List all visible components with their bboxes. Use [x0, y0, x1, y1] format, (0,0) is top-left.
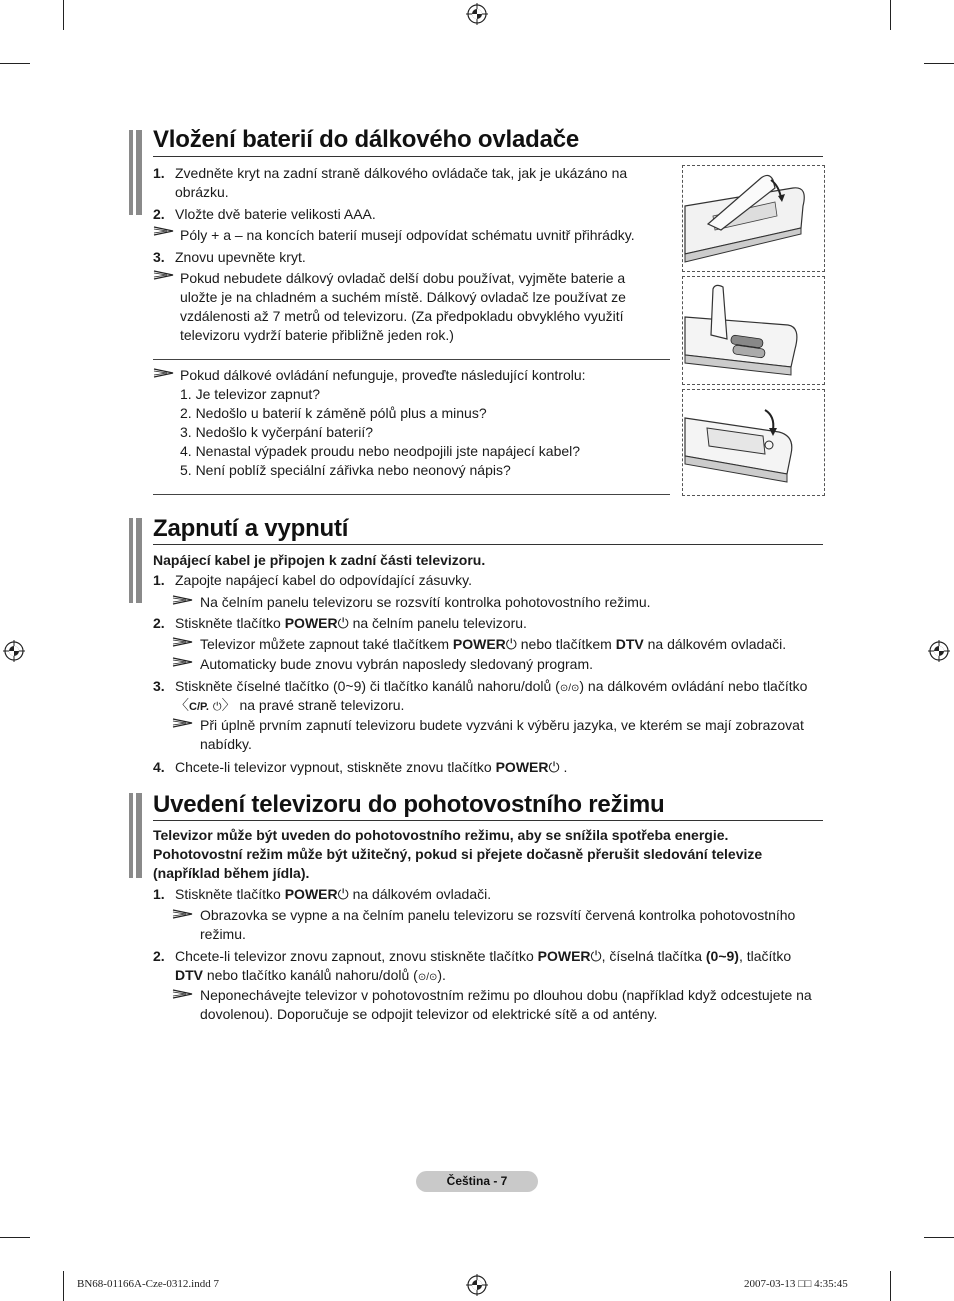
step-number: 1.	[153, 572, 165, 588]
footer-filename: BN68-01166A-Cze-0312.indd 7	[77, 1278, 219, 1290]
power-icon: ⏻	[505, 636, 517, 652]
registration-mark-icon	[928, 640, 950, 662]
text-line: dovolenou). Doporučuje se odpojit televizor od elektrické sítě a od antény.	[200, 1006, 658, 1022]
text-line: Zvedněte kryt na zadní straně dálkového ovládače tak, jak je ukázáno na	[175, 165, 628, 181]
step-number: 3.	[153, 678, 165, 694]
text-line: DTV nebo tlačítko kanálů nahoru/dolů (⊙/⊙).	[175, 967, 446, 983]
channel-up-down-icon: ⊙/⊙	[559, 683, 580, 694]
section-rule	[153, 820, 823, 821]
step-number: 4.	[153, 759, 165, 775]
text-line: Obrazovka se vypne a na čelním panelu televizoru se rozsvítí červená kontrolka pohotovostního	[200, 907, 796, 923]
text-line: 〈C/P. ⏻〉 na pravé straně televizoru.	[175, 697, 405, 713]
power-label: POWER	[452, 636, 506, 652]
text-line: Neponechávejte televizor v pohotovostním režimu po dlouhou dobu (například když odcestujete na	[200, 987, 812, 1003]
note-arrow-icon	[153, 226, 175, 236]
note-arrow-icon	[153, 368, 175, 378]
crop-mark	[890, 0, 891, 30]
crop-mark	[63, 1271, 64, 1301]
text-line: Stiskněte číselné tlačítko (0~9) či tlačítko kanálů nahoru/dolů (⊙/⊙) na dálkovém ovládání nebo tlačítko	[175, 678, 808, 694]
text-line: Automaticky bude znovu vybrán naposledy sledovaný program.	[200, 656, 593, 672]
registration-mark-icon	[466, 3, 488, 25]
illustration-insert-batteries	[682, 276, 825, 385]
step-number: 1.	[153, 886, 165, 902]
power-label: POWER	[284, 615, 338, 631]
power-icon: ⏻	[337, 615, 349, 631]
page-number-badge: Čeština - 7	[416, 1171, 538, 1192]
chevron-left-icon: 〈	[175, 697, 189, 713]
divider	[153, 359, 670, 360]
step-number: 2.	[153, 948, 165, 964]
note-arrow-icon	[172, 718, 194, 728]
text-line: Vložte dvě baterie velikosti AAA.	[175, 206, 376, 222]
illustration-close-cover	[682, 389, 825, 496]
section-rule	[153, 544, 823, 545]
text-line: 1. Je televizor zapnut?	[180, 386, 321, 402]
power-label: POWER	[495, 759, 549, 775]
note-arrow-icon	[172, 595, 194, 605]
text-line: Pokud nebudete dálkový ovladač delší dobu používat, vyjměte baterie a	[180, 270, 626, 286]
text-line: 4. Nenastal výpadek proudu nebo neodpojili jste napájecí kabel?	[180, 443, 581, 459]
text-line: 2. Nedošlo u baterií k záměně pólů plus a minus?	[180, 405, 487, 421]
text-line: Pokud dálkové ovládání nefunguje, proveďte následující kontrolu:	[180, 367, 586, 383]
text-line: Chcete-li televizor vypnout, stiskněte znovu tlačítko POWER⏻ .	[175, 759, 568, 775]
power-icon: ⏻	[212, 701, 222, 713]
note-arrow-icon	[172, 657, 194, 667]
text-line: 5. Není poblíž speciální zářivka nebo neonový nápis?	[180, 462, 511, 478]
text-line: Stiskněte tlačítko POWER⏻ na čelním panelu televizoru.	[175, 615, 527, 631]
note-arrow-icon	[172, 909, 194, 919]
section-marker	[129, 793, 142, 878]
registration-mark-icon	[466, 1274, 488, 1296]
power-icon: ⏻	[548, 759, 560, 775]
chevron-right-icon: 〉	[221, 697, 236, 713]
section-marker	[129, 130, 142, 215]
step-number: 2.	[153, 206, 165, 222]
section-title-standby: Uvedení televizoru do pohotovostního režimu	[153, 791, 665, 818]
power-icon: ⏻	[337, 886, 349, 902]
power-label: POWER	[284, 886, 338, 902]
footer-timestamp: 2007-03-13 □□ 4:35:45	[744, 1278, 848, 1290]
cp-label: C/P.	[189, 701, 209, 713]
step-number: 2.	[153, 615, 165, 631]
text-line: Póly + a – na koncích baterií musejí odpovídat schématu uvnitř přihrádky.	[180, 227, 635, 243]
text-line: nabídky.	[200, 736, 252, 752]
section-rule	[153, 156, 823, 157]
text-line: Chcete-li televizor znovu zapnout, znovu stiskněte tlačítko POWER⏻, číselná tlačítka (0~9), tlačítko	[175, 948, 792, 964]
dtv-label: DTV	[175, 967, 203, 983]
channel-up-down-icon: ⊙/⊙	[417, 972, 438, 983]
text-line: Při úplně prvním zapnutí televizoru budete vyzváni k výběru jazyka, ve kterém se mají zobrazovat	[200, 717, 804, 733]
text-line: Televizor můžete zapnout také tlačítkem POWER⏻ nebo tlačítkem DTV na dálkovém ovladači.	[200, 636, 787, 652]
text-line: vzdálenosti až 7 metrů od televizoru. (Za předpokladu obvyklého využití	[180, 308, 624, 324]
power-label: POWER	[537, 948, 591, 964]
crop-mark	[890, 1271, 891, 1301]
illustration-open-cover	[682, 165, 825, 272]
power-icon: ⏻	[590, 948, 602, 964]
section-title-batteries: Vložení baterií do dálkového ovladače	[153, 126, 580, 153]
intro-text: Pohotovostní režim může být užitečný, pokud si přejete dočasně přerušit sledování televize	[153, 846, 763, 862]
text-line: Znovu upevněte kryt.	[175, 249, 306, 265]
section-marker	[129, 518, 142, 603]
text-line: Zapojte napájecí kabel do odpovídající zásuvky.	[175, 572, 473, 588]
note-arrow-icon	[172, 637, 194, 647]
intro-text: Napájecí kabel je připojen k zadní části televizoru.	[153, 552, 486, 568]
text-line: obrázku.	[175, 184, 229, 200]
crop-mark	[924, 63, 954, 64]
divider	[153, 494, 670, 495]
registration-mark-icon	[3, 640, 25, 662]
step-number: 1.	[153, 165, 165, 181]
step-number: 3.	[153, 249, 165, 265]
crop-mark	[0, 1237, 30, 1238]
note-arrow-icon	[153, 270, 175, 280]
text-line: Na čelním panelu televizoru se rozsvítí kontrolka pohotovostního režimu.	[200, 594, 651, 610]
note-arrow-icon	[172, 989, 194, 999]
crop-mark	[0, 63, 30, 64]
dtv-label: DTV	[615, 636, 644, 652]
crop-mark	[63, 0, 64, 30]
text-line: 3. Nedošlo k vyčerpání baterií?	[180, 424, 373, 440]
text-line: režimu.	[200, 926, 246, 942]
text-line: televizoru vydrží baterie přibližně jeden rok.)	[180, 327, 454, 343]
intro-text: (například během jídla).	[153, 865, 310, 881]
section-title-power: Zapnutí a vypnutí	[153, 515, 349, 542]
intro-text: Televizor může být uveden do pohotovostního režimu, aby se snížila spotřeba energie.	[153, 827, 729, 843]
text-line: uložte je na chladném a suchém místě. Dálkový ovladač lze používat ze	[180, 289, 626, 305]
text-line: Stiskněte tlačítko POWER⏻ na dálkovém ovladači.	[175, 886, 492, 902]
crop-mark	[924, 1237, 954, 1238]
